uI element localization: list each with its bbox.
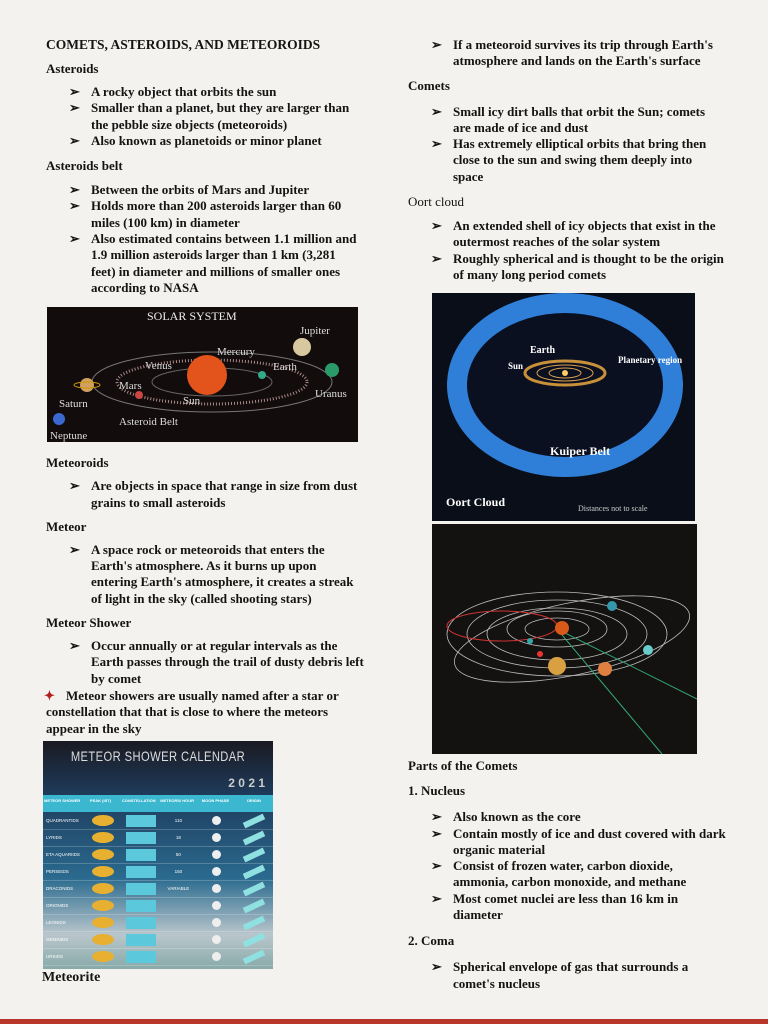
shower-name: DRACONIDS	[46, 886, 74, 892]
shower-name: ETA AQUARIIDS	[46, 852, 80, 858]
arrow-bullet-icon: ➢	[431, 136, 442, 152]
bullet-text: Occur annually or at regular intervals as the Earth passes through the trail of dusty debris left by comet	[91, 638, 364, 686]
bullet-text: Small icy dirt balls that orbit the Sun; comets are made of ice and dust	[453, 103, 706, 135]
label-scale-note: Distances not to scale	[578, 504, 648, 514]
arrow-bullet-icon: ➢	[431, 37, 442, 52]
calendar-header-cell: MOON PHASE	[201, 797, 230, 803]
calendar-header-cell: METEORS/ HOUR	[160, 797, 195, 803]
list-item	[69, 133, 364, 149]
list-item	[431, 104, 723, 137]
bullet-text: Also known as the core	[453, 809, 581, 825]
label-asteroid-belt: Asteroid Belt	[119, 416, 178, 429]
calendar-row	[43, 881, 273, 898]
heading-parts-of-comets: Parts of the Comets	[408, 758, 518, 774]
bullet-text: Between the orbits of Mars and Jupiter	[91, 182, 310, 198]
bullet-text: Also known as planetoids or minor planet	[91, 132, 322, 148]
calendar-header-cell: METEOR SHOWER	[44, 797, 81, 803]
origin-comet-icon	[235, 903, 273, 909]
calendar-year: 2 0 2 1	[228, 775, 265, 790]
bullet-text: Spherical envelope of gas that surrounds a comet's nucleus	[453, 959, 689, 991]
bullet-text: Contain mostly of ice and dust covered with dark organic material	[453, 825, 726, 857]
arrow-bullet-icon: ➢	[69, 182, 80, 198]
bullet-text: Most comet nuclei are less than 16 km in diameter	[453, 890, 679, 923]
list-item	[431, 858, 726, 891]
shower-name: QUADRANTIDS	[46, 818, 79, 824]
label-sun: Sun	[183, 395, 201, 408]
arrow-bullet-icon: ➢	[431, 959, 442, 975]
shower-name: LEONIDS	[46, 920, 66, 926]
calendar-body	[43, 813, 273, 966]
bullet-text: A rocky object that orbits the sun	[91, 84, 277, 99]
label-uranus: Uranus	[315, 388, 347, 401]
meteors-per-hour: 18	[175, 835, 181, 841]
label-earth: Earth	[530, 345, 555, 357]
note-icon: ✦	[44, 687, 55, 703]
solar-orbits-image	[432, 524, 697, 754]
list-item	[69, 478, 359, 511]
label-jupiter: Jupiter	[300, 325, 330, 338]
origin-comet-icon	[235, 869, 273, 875]
bullet-text: An extended shell of icy objects that exist in the outermost reaches of the solar system	[453, 218, 716, 250]
oort-cloud-image	[432, 293, 695, 521]
moon-phase-icon	[197, 816, 235, 825]
meteor-shower-calendar	[43, 741, 273, 969]
page-title: COMETS, ASTEROIDS, AND METEOROIDS	[46, 37, 321, 52]
arrow-bullet-icon: ➢	[431, 858, 442, 874]
constellation-thumbnail	[122, 900, 160, 912]
calendar-header	[43, 795, 273, 812]
left-column	[42, 37, 368, 986]
calendar-row	[43, 898, 273, 915]
list-item	[431, 218, 726, 251]
bullet-text: A space rock or meteoroids that enters the Earth's atmosphere. As it burns up upon entering Earth's atmosphere, it creates a streak of light in the sky (called shooting stars)	[91, 541, 354, 606]
list-item	[431, 826, 726, 859]
calendar-header-cell: CONSTELLATION	[121, 797, 156, 803]
arrow-bullet-icon: ➢	[69, 638, 80, 654]
peak-icon	[84, 832, 122, 843]
arrow-bullet-icon: ➢	[69, 541, 80, 557]
moon-phase-icon	[197, 867, 235, 876]
bullet-text: Are objects in space that range in size from dust grains to small asteroids	[91, 478, 358, 510]
calendar-row	[43, 915, 273, 932]
arrow-bullet-icon: ➢	[431, 103, 442, 119]
list-item	[69, 198, 359, 231]
list-item	[431, 136, 723, 185]
peak-icon	[84, 934, 122, 945]
shower-note	[46, 688, 366, 737]
calendar-row	[43, 864, 273, 881]
constellation-thumbnail	[122, 934, 160, 946]
list-item	[431, 809, 726, 825]
constellation-thumbnail	[122, 917, 160, 929]
meteoroids-list	[69, 478, 359, 511]
arrow-bullet-icon: ➢	[431, 809, 442, 825]
calendar-row	[43, 830, 273, 847]
list-item	[69, 182, 359, 198]
peak-icon	[84, 883, 122, 894]
solar-system-image	[47, 307, 358, 442]
label-saturn: Saturn	[59, 398, 88, 411]
arrow-bullet-icon: ➢	[431, 250, 442, 266]
shower-name: LYRIDS	[46, 835, 62, 841]
moon-phase-icon	[197, 884, 235, 893]
moon-phase-icon	[197, 901, 235, 910]
heading-comets: Comets	[408, 77, 450, 93]
origin-comet-icon	[235, 852, 273, 858]
page-bottom-bar	[0, 1019, 768, 1024]
meteorite-intro-list	[431, 37, 721, 70]
label-oort-cloud: Oort Cloud	[446, 495, 506, 510]
arrow-bullet-icon: ➢	[69, 198, 80, 214]
right-column	[408, 37, 728, 992]
arrow-bullet-icon: ➢	[431, 218, 442, 234]
constellation-thumbnail	[122, 866, 160, 878]
bullet-text: Smaller than a planet, but they are larger than the pebble size objects (meteoroids)	[91, 100, 350, 132]
calendar-row	[43, 949, 273, 966]
belt-list	[69, 182, 359, 296]
list-item	[69, 100, 364, 133]
arrow-bullet-icon: ➢	[69, 84, 80, 99]
meteors-per-hour: 110	[174, 818, 182, 824]
meteors-per-hour: 50	[175, 852, 181, 858]
peak-icon	[84, 900, 122, 911]
arrow-bullet-icon: ➢	[69, 478, 80, 494]
heading-coma: 2. Coma	[408, 933, 455, 949]
moon-phase-icon	[197, 935, 235, 944]
moon-phase-icon	[197, 850, 235, 859]
constellation-thumbnail	[122, 849, 160, 861]
nucleus-list	[431, 809, 726, 923]
bullet-text: Has extremely elliptical orbits that bring then close to the sun and swing them deeply into space	[453, 136, 707, 184]
list-item	[431, 959, 721, 992]
shower-name: ORIONIDS	[46, 903, 69, 909]
shower-list	[69, 638, 364, 687]
heading-oort-cloud: Oort cloud	[408, 194, 464, 210]
heading-meteoroids: Meteoroids	[46, 455, 109, 471]
moon-phase-icon	[197, 833, 235, 842]
origin-comet-icon	[235, 954, 273, 960]
shower-name: GEMINIDS	[46, 937, 69, 943]
origin-comet-icon	[235, 920, 273, 926]
constellation-thumbnail	[122, 815, 160, 827]
origin-comet-icon	[235, 937, 273, 943]
label-neptune: Neptune	[50, 430, 88, 443]
shower-name: PERSEIDS	[46, 869, 69, 875]
arrow-bullet-icon: ➢	[69, 132, 80, 148]
label-venus: Venus	[145, 360, 172, 373]
calendar-row	[43, 847, 273, 864]
constellation-thumbnail	[122, 951, 160, 963]
origin-comet-icon	[235, 818, 273, 824]
heading-meteor-shower: Meteor Shower	[46, 615, 132, 631]
calendar-header-cell: ORIGIN	[246, 797, 261, 803]
list-item	[431, 891, 726, 924]
label-mars: Mars	[119, 380, 142, 393]
oort-list	[431, 218, 726, 283]
bullet-text: If a meteoroid survives its trip through Earth's atmosphere and lands on the Earth's surface	[453, 37, 713, 69]
arrow-bullet-icon: ➢	[69, 100, 80, 116]
peak-icon	[84, 849, 122, 860]
peak-icon	[84, 917, 122, 928]
constellation-thumbnail	[122, 832, 160, 844]
bullet-text: Holds more than 200 asteroids larger than 60 miles (100 km) in diameter	[91, 198, 342, 230]
moon-phase-icon	[197, 952, 235, 961]
meteors-per-hour: 150	[174, 869, 183, 875]
bullet-text: Roughly spherical and is thought to be the origin of many long period comets	[453, 250, 724, 282]
coma-list	[431, 959, 721, 992]
list-item	[69, 84, 364, 100]
peak-icon	[84, 866, 122, 877]
peak-icon	[84, 951, 122, 962]
origin-comet-icon	[235, 835, 273, 841]
shower-name: URSIDS	[46, 954, 64, 960]
list-item	[69, 638, 364, 687]
list-item	[431, 37, 721, 70]
meteor-list	[69, 542, 354, 607]
asteroids-list	[69, 84, 364, 149]
heading-asteroids-belt: Asteroids belt	[46, 158, 123, 174]
list-item	[431, 251, 726, 284]
calendar-header-cell: PEAK (IST)	[89, 797, 112, 803]
arrow-bullet-icon: ➢	[431, 890, 442, 906]
calendar-row	[43, 932, 273, 949]
peak-icon	[84, 815, 122, 826]
arrow-bullet-icon: ➢	[431, 825, 442, 841]
meteors-per-hour: VARIABLE	[167, 886, 190, 892]
moon-phase-icon	[197, 918, 235, 927]
label-planetary-region: Planetary region	[618, 355, 683, 366]
arrow-bullet-icon: ➢	[69, 231, 80, 247]
bullet-text: Also estimated contains between 1.1 million and 1.9 million asteroids larger than 1 km (3,281 feet) in diameter and millions of smaller ones according to NASA	[91, 231, 357, 295]
list-item	[69, 542, 354, 607]
label-sun: Sun	[508, 361, 524, 372]
constellation-thumbnail	[122, 883, 160, 895]
calendar-title: METEOR SHOWER CALENDAR	[70, 747, 246, 764]
solar-title: SOLAR SYSTEM	[147, 309, 237, 324]
heading-meteor: Meteor	[46, 518, 87, 534]
heading-meteorite: Meteorite	[42, 969, 101, 985]
bullet-text: Consist of frozen water, carbon dioxide, ammonia, carbon monoxide, and methane	[453, 858, 687, 890]
heading-asteroids: Asteroids	[46, 61, 99, 76]
calendar-row	[43, 813, 273, 830]
label-mercury: Mercury	[217, 346, 255, 359]
label-kuiper-belt: Kuiper Belt	[550, 444, 611, 459]
origin-comet-icon	[235, 886, 273, 892]
comets-list	[431, 104, 723, 185]
label-earth: Earth	[273, 361, 297, 374]
list-item	[69, 231, 359, 296]
shower-note-text: Meteor showers are usually named after a star or constellation that that is close to where the meteors appear in the sky	[46, 687, 339, 736]
heading-nucleus: 1. Nucleus	[408, 783, 466, 799]
